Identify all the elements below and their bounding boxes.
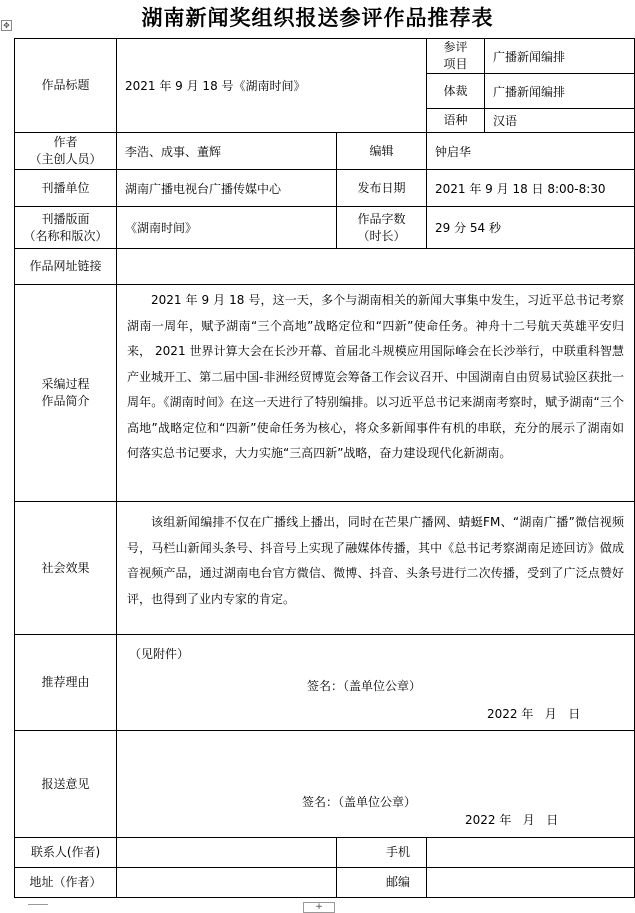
author-label-line2: （主创人员） — [29, 152, 102, 166]
language-value: 汉语 — [493, 114, 518, 128]
url-label-cell — [15, 249, 117, 285]
process-label-line2: 作品简介 — [41, 394, 90, 408]
award-item-value-cell[interactable] — [485, 39, 635, 74]
url-value-cell[interactable] — [117, 249, 635, 285]
word-count-value: 29 分 54 秒 — [435, 221, 501, 235]
editor-value-cell[interactable] — [427, 133, 635, 170]
reason-signature: 签名：（盖单位公章） — [307, 679, 422, 693]
effect-text-cell[interactable] — [117, 502, 635, 635]
page-name-label-line2: （名称和版次） — [23, 228, 108, 243]
effect-label: 社会效果 — [41, 560, 90, 575]
address-label: 地址（作者） — [29, 875, 102, 889]
url-label: 作品网址链接 — [29, 259, 102, 273]
reason-content-cell[interactable] — [117, 635, 635, 731]
process-text: 2021 年 9 月 18 号，这一天，多个与湖南相关的新闻大事集中发生，习近平总书记考察湖南一周年，赋予湖南“三个高地”战略定位和“四新”使命任务。神舟十二号航天英雄平安归来， 2021 世界计算大会在长沙开幕、首届北斗规模应用国际峰会在长沙举行，中联重科智慧产业城开工、第二届中国-非洲经贸博览会筹备工作会议召开、中国湖南自由贸易试验区获批一周年。《湖南时间》在这一天进行了特别编排。以习近平总书记来湖南考察时，赋予湖南“三个高地”战略定位和“四新”使命任务为核心，将众多新闻事件有机的串联，充分的展示了湖南如何落实总书记要求，大力实施“三高四新”战略，奋力建设现代化新湖南。 — [127, 293, 625, 460]
word-count-label-line2: （时长） — [357, 228, 406, 243]
language-label: 语种 — [443, 113, 468, 127]
author-label-cell — [15, 133, 117, 170]
work-title-value: 2021 年 9 月 18 号《湖南时间》 — [125, 79, 306, 93]
phone-value-cell[interactable] — [427, 838, 635, 868]
opinion-signature: 签名：（盖单位公章） — [302, 795, 417, 809]
opinion-label: 报送意见 — [41, 776, 90, 791]
opinion-date: 2022 年 月 日 — [465, 813, 559, 827]
word-count-label-line1: 作品字数 — [357, 211, 406, 226]
effect-label-cell — [15, 502, 117, 635]
author-value: 李浩、成事、董辉 — [125, 144, 222, 159]
work-title-label-cell — [15, 39, 117, 133]
reason-label: 推荐理由 — [41, 675, 90, 689]
phone-label: 手机 — [386, 845, 411, 859]
reason-note: （见附件） — [129, 647, 190, 661]
recommendation-form-table — [14, 38, 635, 898]
work-title-value-cell[interactable] — [117, 39, 427, 133]
publish-date-value-cell[interactable] — [427, 170, 635, 207]
zip-value-cell[interactable] — [427, 868, 635, 898]
publish-date-value: 2021 年 9 月 18 日 8:00-8:30 — [435, 181, 606, 196]
award-item-label-line1: 参评 — [443, 40, 468, 54]
editor-value: 钟启华 — [435, 144, 472, 159]
genre-label: 体裁 — [443, 83, 468, 98]
contact-label: 联系人(作者) — [30, 845, 101, 859]
effect-text: 该组新闻编排不仅在广播线上播出，同时在芒果广播网、蜻蜓FM、“湖南广播”微信视频号，马栏山新闻头条号、抖音号上实现了融媒体传播，其中《总书记考察湖南足迹回访》做成音视频产品，通过湖南电台官方微信、微博、抖音、头条号进行二次传播，受到了广泛点赞好评，也得到了业内专家的肯定。 — [127, 515, 625, 606]
award-item-value: 广播新闻编排 — [493, 49, 566, 64]
editor-label-cell — [337, 133, 427, 170]
page-name-value: 《湖南时间》 — [125, 221, 198, 235]
zip-label-cell — [337, 868, 427, 898]
reason-date: 2022 年 月 日 — [487, 707, 581, 721]
process-label-cell — [15, 285, 117, 502]
opinion-content-cell[interactable] — [117, 731, 635, 838]
genre-value-cell[interactable] — [485, 74, 635, 109]
award-item-label-cell — [427, 39, 485, 74]
publisher-value: 湖南广播电视台广播传媒中心 — [125, 181, 282, 196]
author-value-cell[interactable] — [117, 133, 337, 170]
publisher-value-cell[interactable] — [117, 170, 337, 207]
add-row-plus-icon[interactable]: + — [303, 902, 335, 913]
word-count-label-cell — [337, 207, 427, 249]
language-value-cell[interactable] — [485, 109, 635, 133]
award-item-label-line2: 项目 — [443, 57, 468, 71]
page-name-label-line1: 刊播版面 — [41, 211, 90, 226]
genre-value: 广播新闻编排 — [493, 84, 566, 99]
publish-date-label: 发布日期 — [357, 180, 406, 195]
publish-date-label-cell — [337, 170, 427, 207]
process-text-cell[interactable] — [117, 285, 635, 502]
reason-label-cell — [15, 635, 117, 731]
zip-label: 邮编 — [386, 875, 411, 889]
contact-label-cell — [15, 838, 117, 868]
word-count-value-cell[interactable] — [427, 207, 635, 249]
work-title-label: 作品标题 — [41, 78, 90, 92]
address-label-cell — [15, 868, 117, 898]
phone-label-cell — [337, 838, 427, 868]
process-label-line1: 采编过程 — [41, 377, 90, 391]
address-value-cell[interactable] — [117, 868, 337, 898]
publisher-label: 刊播单位 — [41, 180, 90, 195]
opinion-label-cell — [15, 731, 117, 838]
contact-value-cell[interactable] — [117, 838, 337, 868]
page-title: 湖南新闻奖组织报送参评作品推荐表 — [141, 6, 494, 30]
genre-label-cell — [427, 74, 485, 109]
editor-label: 编辑 — [369, 143, 394, 158]
table-move-handle-icon[interactable]: ✥ — [1, 20, 12, 31]
author-label-line1: 作者 — [53, 135, 78, 149]
publisher-label-cell — [15, 170, 117, 207]
page-name-value-cell[interactable] — [117, 207, 337, 249]
language-label-cell — [427, 109, 485, 133]
page-name-label-cell — [15, 207, 117, 249]
